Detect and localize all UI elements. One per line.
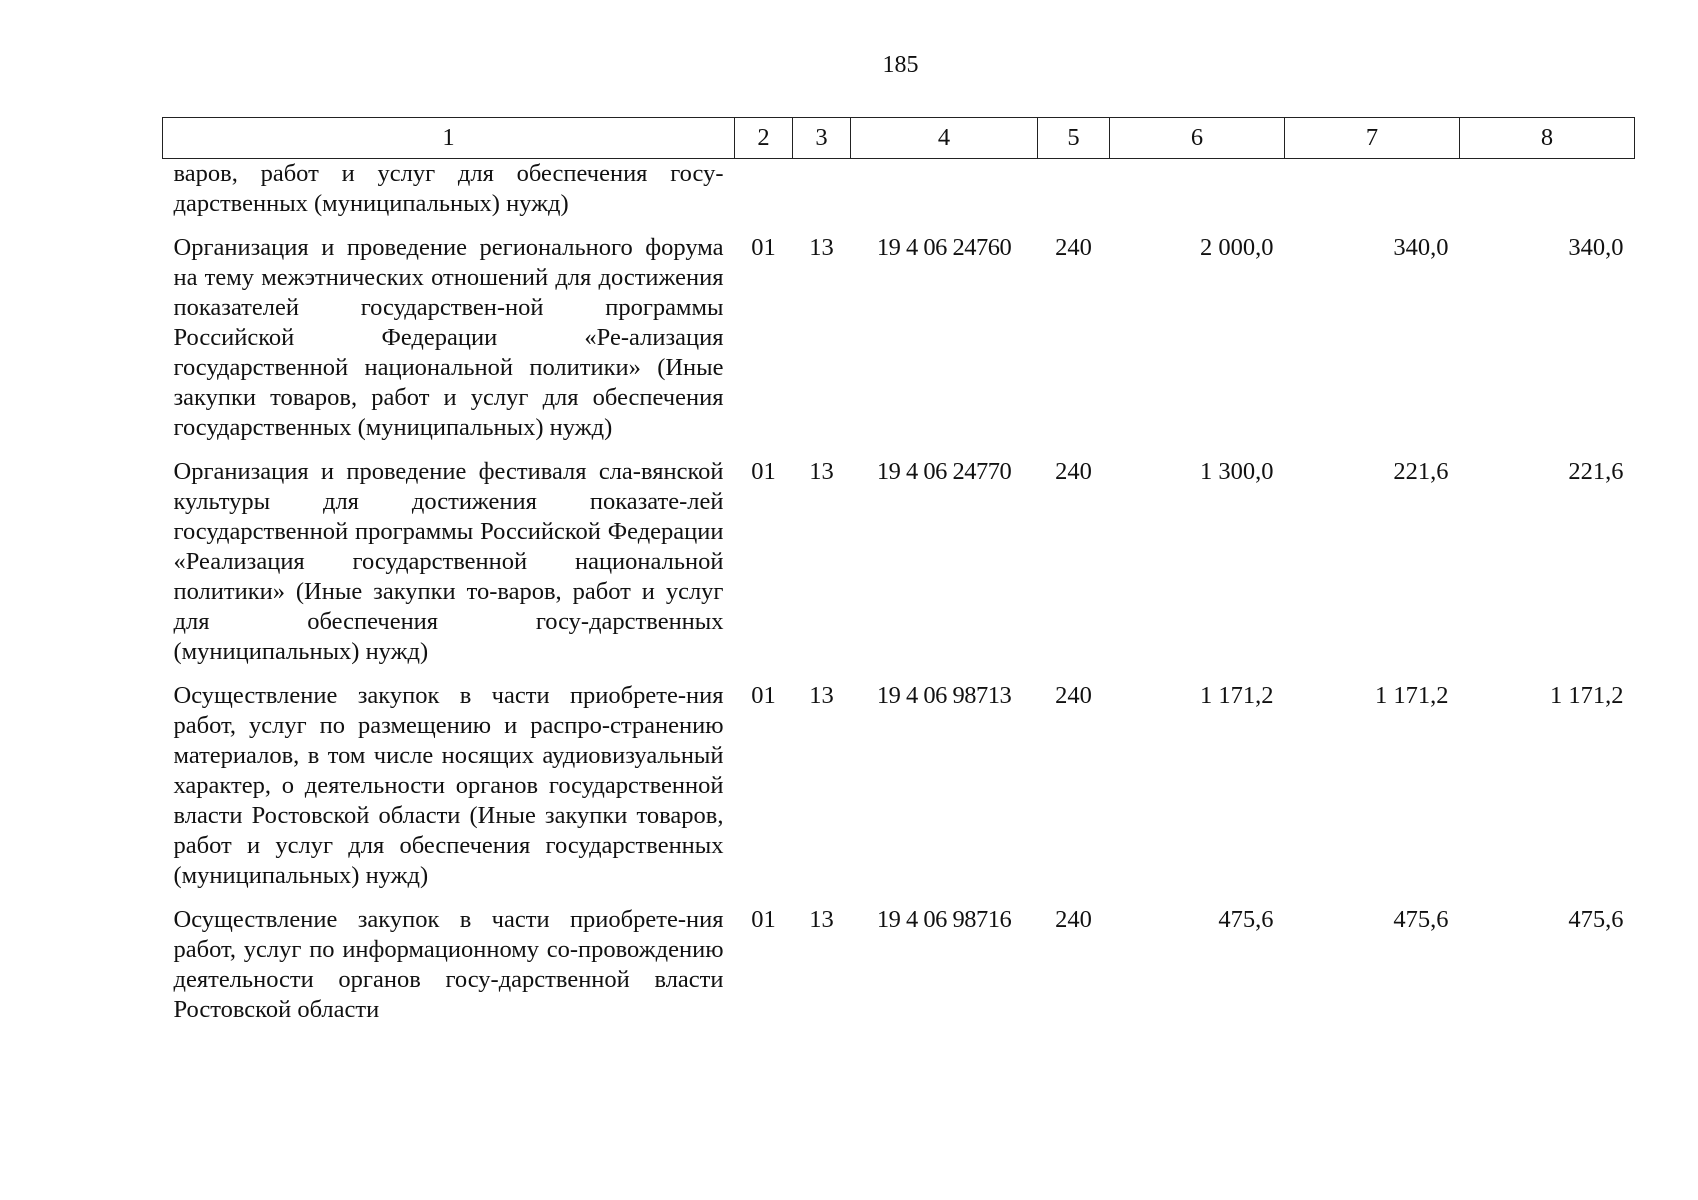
row-subsection xyxy=(793,159,851,234)
row-expense-type: 240 xyxy=(1055,906,1092,933)
table-row xyxy=(163,233,1635,457)
row-section: 01 xyxy=(751,906,776,933)
column-header-6: 6 xyxy=(1110,118,1285,159)
row-amount-6: 2 000,0 xyxy=(1200,234,1274,261)
column-header-2: 2 xyxy=(735,118,793,159)
row-section: 01 xyxy=(751,458,776,485)
row-subsection: 13 xyxy=(809,682,834,709)
row-description: Организация и проведение регионального форума на тему межэтнических отношений для достижения показателей государствен-ной программы Российской Федерации «Ре-ализация государственной национальной политики» (Иные закупки товаров, работ и услуг для обеспечения государственных (муниципальных) нужд) xyxy=(173,234,724,441)
row-amount-6: 1 171,2 xyxy=(1200,682,1274,709)
column-header-8: 8 xyxy=(1460,118,1635,159)
row-amount-7 xyxy=(1285,159,1460,234)
row-section: 01 xyxy=(751,234,776,261)
table-row xyxy=(163,905,1635,1025)
row-amount-8 xyxy=(1460,159,1635,234)
table-row xyxy=(163,681,1635,905)
row-expense-type: 240 xyxy=(1055,458,1092,485)
row-subsection: 13 xyxy=(809,906,834,933)
table-row xyxy=(163,457,1635,681)
column-header-5: 5 xyxy=(1038,118,1110,159)
row-amount-7: 221,6 xyxy=(1393,458,1449,485)
row-description: Организация и проведение фестиваля сла-вянской культуры для достижения показате-лей государственной программы Российской Федерации «Реализация государственной национальной политики» (Иные закупки то-варов, работ и услуг для обеспечения госу-дарственных (муниципальных) нужд) xyxy=(173,458,724,665)
row-amount-6: 1 300,0 xyxy=(1200,458,1274,485)
row-amount-8: 1 171,2 xyxy=(1550,682,1624,709)
row-target-article: 19 4 06 24770 xyxy=(876,458,1012,485)
row-amount-6 xyxy=(1110,159,1285,234)
table-header-row xyxy=(163,118,1635,159)
budget-table xyxy=(162,117,1635,1025)
row-amount-8: 221,6 xyxy=(1568,458,1624,485)
row-target-article xyxy=(851,159,1038,234)
row-expense-type: 240 xyxy=(1055,234,1092,261)
row-description: Осуществление закупок в части приобрете-ния работ, услуг по информационному со-провождению деятельности органов госу-дарственной власти Ростовской области xyxy=(173,906,724,1023)
table-row xyxy=(163,159,1635,234)
row-expense-type xyxy=(1038,159,1110,234)
column-header-4: 4 xyxy=(851,118,1038,159)
row-amount-7: 475,6 xyxy=(1393,906,1449,933)
column-header-3: 3 xyxy=(793,118,851,159)
row-amount-7: 1 171,2 xyxy=(1375,682,1449,709)
row-target-article: 19 4 06 98713 xyxy=(876,682,1012,709)
column-header-7: 7 xyxy=(1285,118,1460,159)
row-description: Осуществление закупок в части приобрете-ния работ, услуг по размещению и распро-странению материалов, в том числе носящих аудиовизуальный характер, о деятельности органов государственной власти Ростовской области (Иные закупки товаров, работ и услуг для обеспечения государственных (муниципальных) нужд) xyxy=(173,682,724,889)
row-amount-8: 340,0 xyxy=(1568,234,1624,261)
page-number: 185 xyxy=(882,52,919,78)
row-target-article: 19 4 06 24760 xyxy=(876,234,1012,261)
row-description: варов, работ и услуг для обеспечения госу-дарственных (муниципальных) нужд) xyxy=(173,160,724,217)
row-amount-8: 475,6 xyxy=(1568,906,1624,933)
row-section xyxy=(735,159,793,234)
row-expense-type: 240 xyxy=(1055,682,1092,709)
row-subsection: 13 xyxy=(809,234,834,261)
row-target-article: 19 4 06 98716 xyxy=(876,906,1012,933)
row-section: 01 xyxy=(751,682,776,709)
row-amount-6: 475,6 xyxy=(1218,906,1274,933)
row-amount-7: 340,0 xyxy=(1393,234,1449,261)
row-subsection: 13 xyxy=(809,458,834,485)
column-header-1: 1 xyxy=(163,118,735,159)
